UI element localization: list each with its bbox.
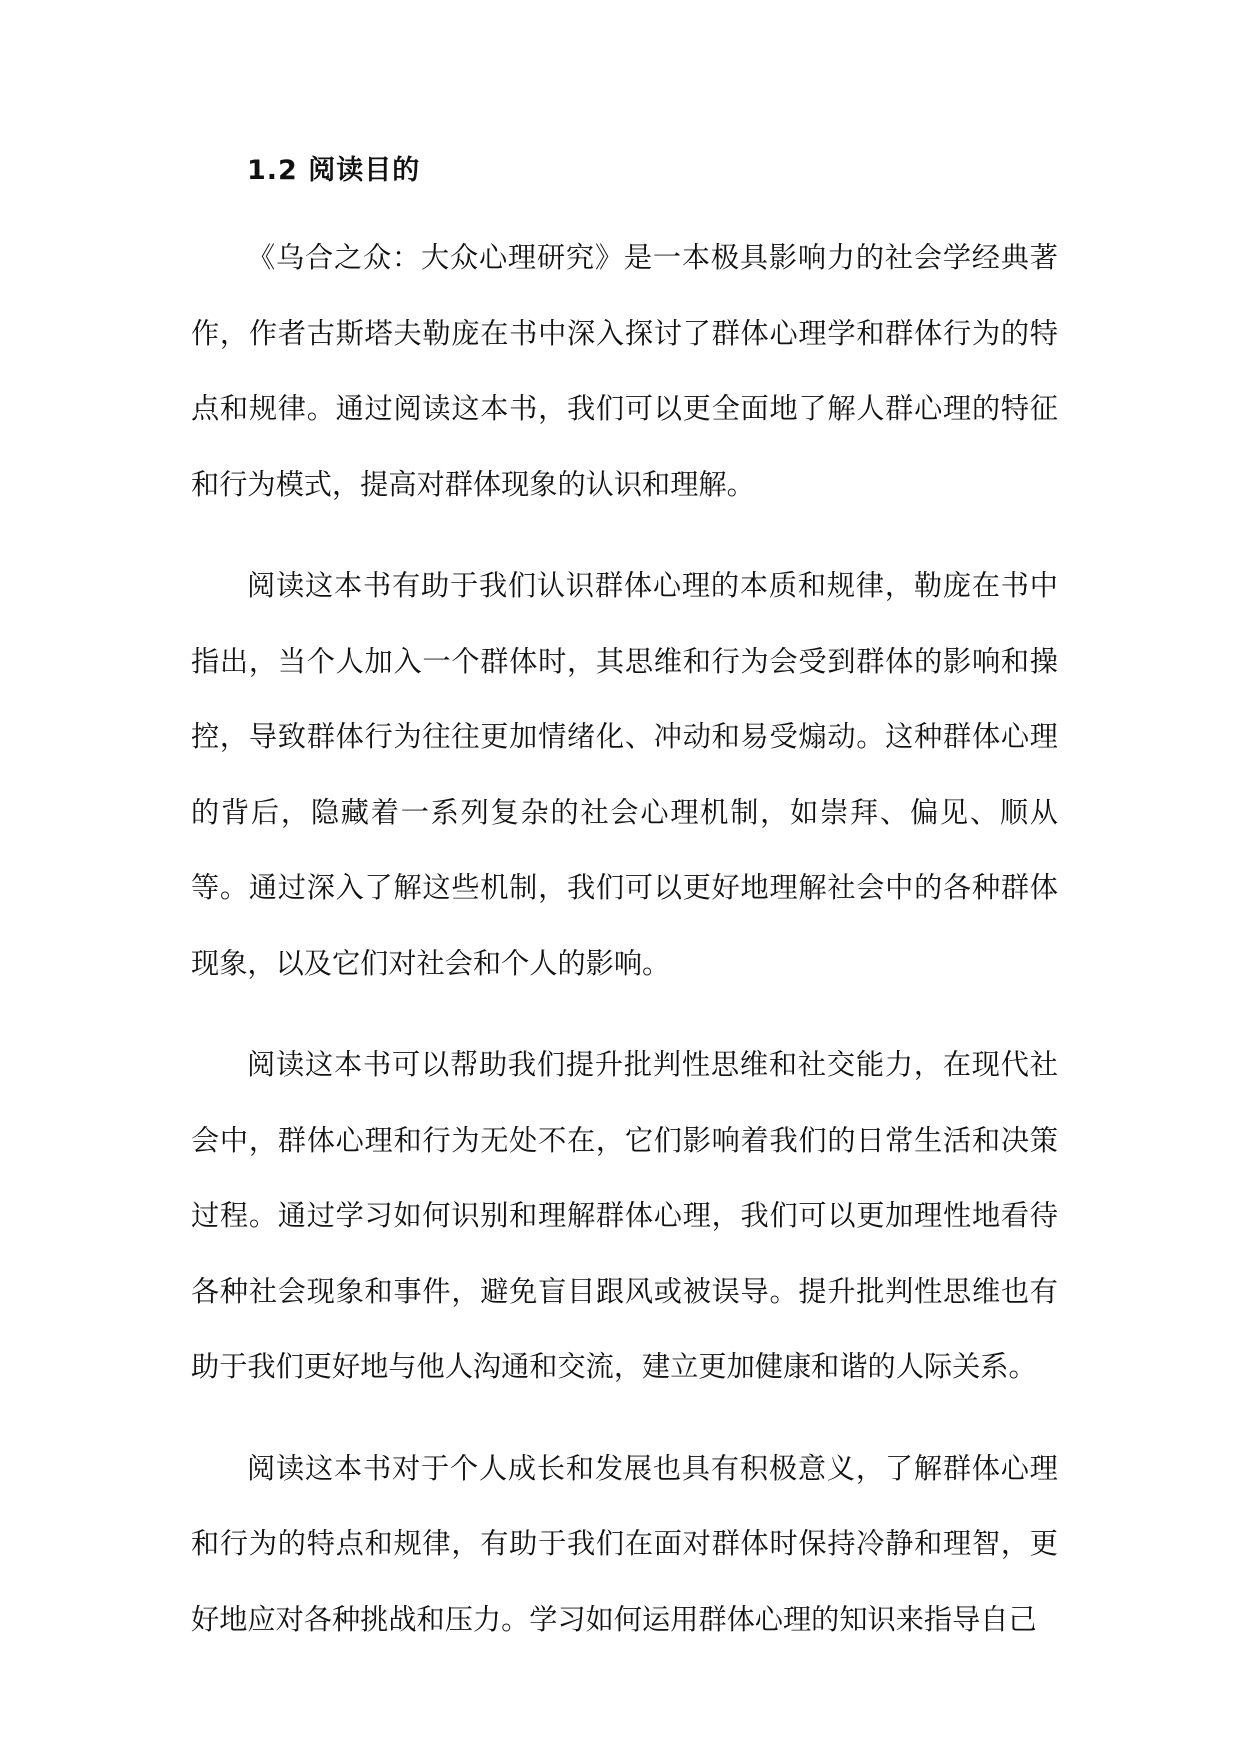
section-heading: 1.2 阅读目的 [247,155,421,186]
page-content [191,146,1058,1657]
body-paragraph: 阅读这本书对于个人成长和发展也具有积极意义，了解群体心理和行为的特点和规律，有助于我们在面对群体时保持冷静和理智，更好地应对各种挑战和压力。学习如何运用群体心理的知识来指导自己 [191,1451,1058,1636]
body-paragraph: 阅读这本书可以帮助我们提升批判性思维和社交能力，在现代社会中，群体心理和行为无处不在，它们影响着我们的日常生活和决策过程。通过学习如何识别和理解群体心理，我们可以更加理性地看待各种社会现象和事件，避免盲目跟风或被误导。提升批判性思维也有助于我们更好地与他人沟通和交流，建立更加健康和谐的人际关系。 [191,1048,1058,1383]
body-paragraph: 阅读这本书有助于我们认识群体心理的本质和规律，勒庞在书中指出，当个人加入一个群体时，其思维和行为会受到群体的影响和操控，导致群体行为往往更加情绪化、冲动和易受煽动。这种群体心理的背后，隐藏着一系列复杂的社会心理机制，如崇拜、偏见、顺从等。通过深入了解这些机制，我们可以更好地理解社会中的各种群体现象，以及它们对社会和个人的影响。 [191,569,1058,980]
body-paragraph: 《乌合之众：大众心理研究》是一本极具影响力的社会学经典著作，作者古斯塔夫勒庞在书中深入探讨了群体心理学和群体行为的特点和规律。通过阅读这本书，我们可以更全面地了解人群心理的特征和行为模式，提高对群体现象的认识和理解。 [191,241,1058,501]
